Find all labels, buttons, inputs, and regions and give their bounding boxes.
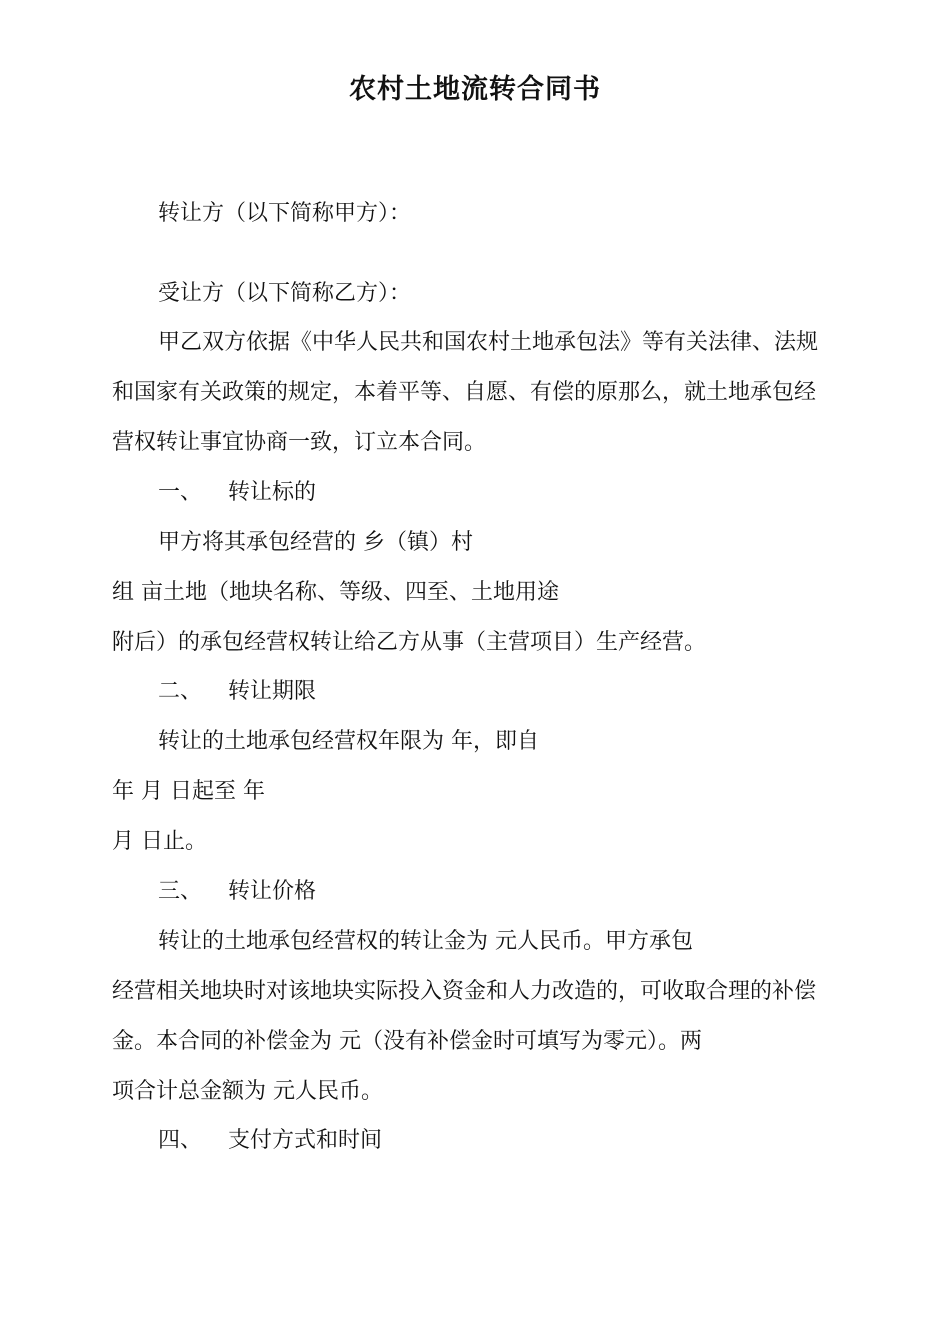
section-body-line: 月 日止。 xyxy=(112,829,207,854)
section-title: 转让标的 xyxy=(228,480,317,505)
preamble-line: 营权转让事宜协商一致，订立本合同。 xyxy=(112,430,487,455)
section-heading xyxy=(158,477,316,509)
section-heading xyxy=(158,676,316,708)
section-body-line: 甲方将其承包经营的 乡（镇）村 xyxy=(158,530,473,555)
section-body-line: 组 亩土地（地块名称、等级、四至、土地用途 xyxy=(112,580,559,605)
section-number: 三、 xyxy=(158,879,203,904)
transferee-line: 受让方（以下简称乙方）： xyxy=(158,281,412,306)
section-body-line: 年 月 日起至 年 xyxy=(112,779,265,804)
section-number: 四、 xyxy=(158,1128,203,1153)
preamble-line: 甲乙双方依据《中华人民共和国农村土地承包法》等有关法律、法规 xyxy=(158,330,819,355)
section-title: 转让价格 xyxy=(228,879,317,904)
section-body-line: 项合计总金额为 元人民币。 xyxy=(112,1079,383,1104)
section-body-line: 附后）的承包经营权转让给乙方从事（主营项目）生产经营。 xyxy=(112,630,707,655)
section-body-line: 金。本合同的补偿金为 元（没有补偿金时可填写为零元）。两 xyxy=(112,1029,702,1054)
section-body-line: 经营相关地块时对该地块实际投入资金和人力改造的，可收取合理的补偿 xyxy=(112,979,817,1004)
section-title: 支付方式和时间 xyxy=(228,1128,383,1153)
section-heading xyxy=(158,1125,382,1157)
section-body-line: 转让的土地承包经营权的转让金为 元人民币。甲方承包 xyxy=(158,929,693,954)
section-number: 一、 xyxy=(158,480,203,505)
document-title: 农村土地流转合同书 xyxy=(349,74,601,105)
section-heading xyxy=(158,876,316,908)
transferor-line: 转让方（以下简称甲方）： xyxy=(158,201,412,226)
preamble-line: 和国家有关政策的规定，本着平等、自愿、有偿的原那么，就土地承包经 xyxy=(112,380,817,405)
section-body-line: 转让的土地承包经营权年限为 年，即自 xyxy=(158,729,539,754)
section-number: 二、 xyxy=(158,679,203,704)
section-title: 转让期限 xyxy=(228,679,317,704)
